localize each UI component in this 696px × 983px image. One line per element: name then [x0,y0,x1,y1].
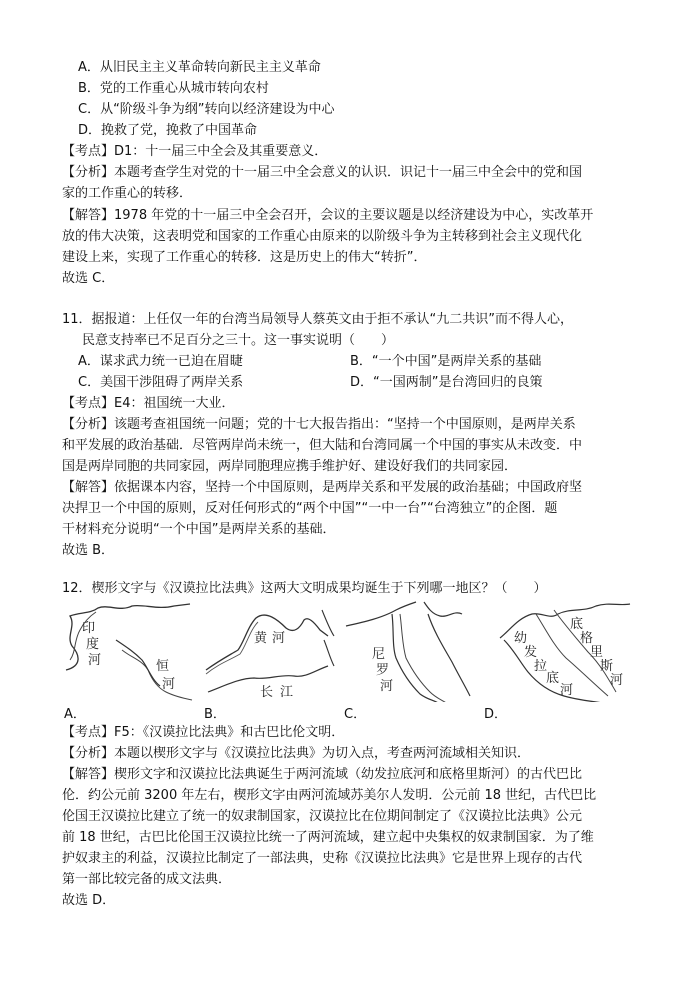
q11-kaodian: 【考点】E4：祖国统一大业． [62,396,235,411]
q10-fenxi-1: 【分析】本题考查学生对党的十一届三中全会意义的认识．识记十一届三中全会中的党和国 [62,165,583,180]
q12-stem: 12．楔形文字与《汉谟拉比法典》这两大文明成果均诞生于下列哪一地区？（ ） [62,581,547,596]
map-c-drawing [344,600,474,702]
q10-answer: 故选 C． [62,271,115,286]
q10-option-b: B．党的工作重心从城市转向农村 [78,81,269,96]
map-b-label-1: 黄 [254,631,268,646]
map-d-label-1: 幼 [514,631,528,646]
q11-stem-1: 11．据报道：上任仅一年的台湾当局领导人蔡英文由于拒不承认“九二共识”而不得人心， [62,312,574,327]
map-d [484,600,634,718]
q11-fenxi-2: 和平发展的政治基础．尽管两岸尚未统一，但大陆和台湾同属一个中国的事实从未改变．中 [62,438,583,453]
map-a-label-4: 恒 [156,659,170,674]
map-b-drawing [204,600,336,702]
map-a-drawing [62,600,194,702]
map-d-drawing [484,600,634,702]
map-d-option-label: D． [484,707,508,722]
map-a-label-2: 度 [86,637,100,652]
q12-jieda-3: 伦国王汉谟拉比建立了统一的奴隶制国家，汉谟拉比在位期间制定了《汉谟拉比法典》公元 [62,809,583,824]
map-d-label-7: 格 [580,631,594,646]
map-d-label-8: 里 [590,645,604,660]
q11-jieda-2: 决捍卫一个中国的原则，反对任何形式的“两个中国”“一中一台”“台湾独立”的企图．题 [62,501,558,516]
q10-kaodian: 【考点】D1：十一届三中全会及其重要意义． [62,144,328,159]
q11-option-d: D．“一国两制”是台湾回归的良策 [350,375,543,390]
map-a-option-label: A． [64,707,86,722]
map-a-label-5: 河 [162,677,176,692]
map-d-label-3: 拉 [534,659,548,674]
q10-jieda-1: 【解答】1978 年党的十一届三中全会召开，会议的主要议题是以经济建设为中心，实改革开 [62,208,594,223]
q11-jieda-3: 干材料充分说明“一个中国”是两岸关系的基础． [62,522,336,537]
map-c [344,600,474,718]
q11-option-a: A．谋求武力统一已迫在眉睫 [78,354,243,369]
q11-answer: 故选 B． [62,543,115,558]
q10-jieda-3: 建设上来，实现了工作重心的转移．这是历史上的伟大“转折”． [62,250,427,265]
map-a [62,600,194,718]
map-b-option-label: B． [204,707,226,722]
map-a-label-3: 河 [88,653,102,668]
q11-stem-2: 民意支持率已不足百分之三十。这一事实说明（ ） [82,333,395,348]
q12-answer: 故选 D． [62,893,116,908]
map-b-label-2: 河 [272,631,286,646]
q12-fenxi: 【分析】本题以楔形文字与《汉谟拉比法典》为切入点，考查两河流域相关知识． [62,746,531,761]
map-c-option-label: C． [344,707,367,722]
map-a-label-1: 印 [82,621,96,636]
map-c-label-2: 罗 [376,663,390,678]
map-d-label-4: 底 [546,671,560,686]
q10-option-c: C．从“阶级斗争为纲”转向以经济建设为中心 [78,102,335,117]
map-d-label-10: 河 [610,673,624,688]
map-c-label-3: 河 [380,679,394,694]
q11-fenxi-3: 国是两岸同胞的共同家园，两岸同胞理应携手维护好、建设好我们的共同家园． [62,459,518,474]
map-b [204,600,336,718]
q12-jieda-5: 护奴隶主的利益，汉谟拉比制定了一部法典，史称《汉谟拉比法典》它是世界上现存的古代 [62,851,583,866]
q12-jieda-4: 前 18 世纪，古巴比伦国王汉谟拉比统一了两河流域，建立起中央集权的奴隶制国家．为了维 [62,830,594,845]
map-d-label-6: 底 [570,617,584,632]
q12-jieda-2: 伦．约公元前 3200 年左右，楔形文字由两河流域苏美尔人发明．公元前 18 世纪，古代巴比 [62,788,597,803]
q12-jieda-6: 第一部比较完备的成文法典． [62,872,232,887]
map-d-label-5: 河 [560,683,574,698]
q12-kaodian: 【考点】F5：《汉谟拉比法典》和古巴比伦文明． [62,725,345,740]
q11-option-b: B．“一个中国”是两岸关系的基础 [350,354,542,369]
q12-jieda-1: 【解答】楔形文字和汉谟拉比法典诞生于两河流域（幼发拉底河和底格里斯河）的古代巴比 [62,767,583,782]
q10-option-d: D．挽救了党，挽救了中国革命 [78,123,258,138]
q11-option-c: C．美国干涉阻碍了两岸关系 [78,375,244,390]
map-b-label-4: 江 [280,685,294,700]
q10-fenxi-2: 家的工作重心的转移． [62,186,193,201]
map-d-label-9: 斯 [600,659,614,674]
q10-option-a: A．从旧民主主义革命转向新民主主义革命 [78,60,321,75]
q11-jieda-1: 【解答】依据课本内容，坚持一个中国原则，是两岸关系和平发展的政治基础；中国政府坚 [62,480,583,495]
q10-jieda-2: 放的伟大决策，这表明党和国家的工作重心由原来的以阶级斗争为主转移到社会主义现代化 [62,229,583,244]
q12-map-options [62,600,634,722]
q11-fenxi-1: 【分析】该题考查祖国统一问题；党的十七大报告指出：“坚持一个中国原则，是两岸关系 [62,417,576,432]
map-c-label-1: 尼 [372,647,386,662]
map-d-label-2: 发 [524,645,538,660]
map-b-label-3: 长 [260,685,274,700]
